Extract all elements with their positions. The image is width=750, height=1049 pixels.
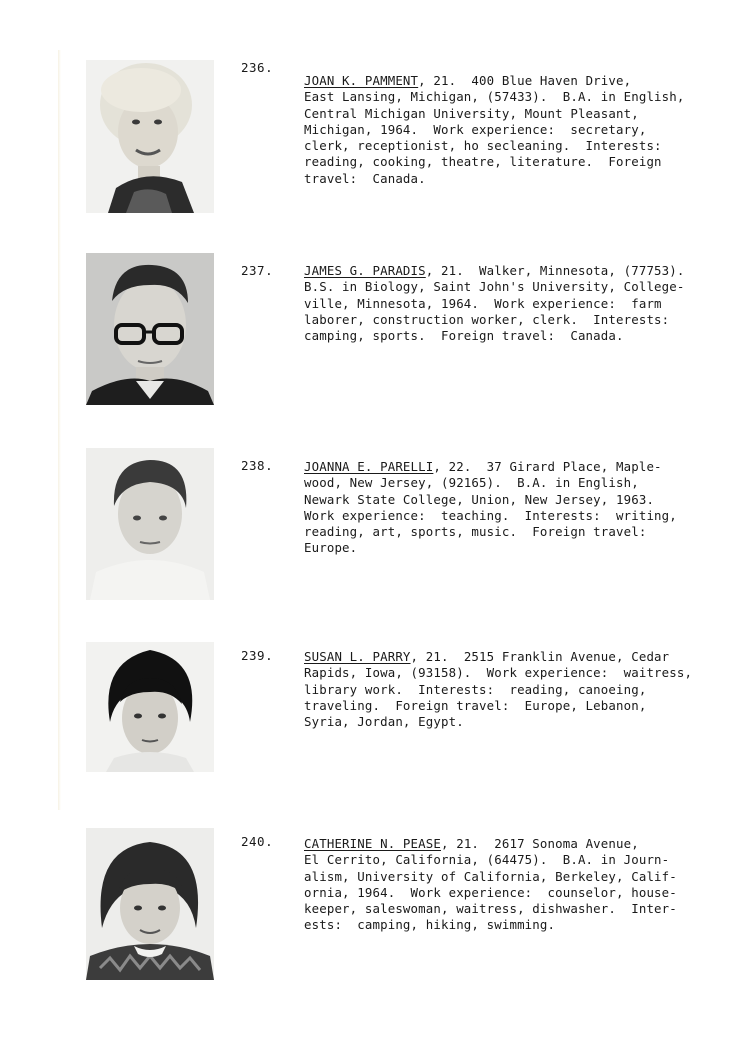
entry-line: , 21. Walker, Minnesota, (77753).: [425, 263, 685, 278]
page-edge: [58, 50, 61, 810]
entry-line: El Cerrito, California, (64475). B.A. in Journ-: [304, 852, 670, 868]
portrait-photo: [86, 828, 214, 980]
student-name: JOANNA E. PARELLI: [304, 459, 434, 474]
entry-line: , 22. 37 Girard Place, Maple-: [433, 459, 662, 474]
portrait-photo: [86, 448, 214, 600]
entry-text: [304, 73, 704, 187]
entry-line: ville, Minnesota, 1964. Work experience: farm: [304, 295, 662, 311]
entry-line: laborer, construction worker, clerk. Interests:: [304, 311, 670, 327]
entry-line: library work. Interests: reading, canoeing,: [304, 681, 647, 697]
entry-line: Rapids, Iowa, (93158). Work experience: waitress,: [304, 665, 693, 681]
entry-number: 239.: [241, 648, 274, 663]
entry-line: wood, New Jersey, (92165). B.A. in English,: [304, 475, 639, 491]
entry-line: reading, art, sports, music. Foreign travel:: [304, 524, 647, 540]
entry-text: [304, 263, 704, 344]
entry-line: reading, cooking, theatre, literature. Foreign: [304, 154, 662, 170]
student-name: CATHERINE N. PEASE: [304, 836, 441, 851]
entry-text: [304, 459, 704, 557]
entry-line: Michigan, 1964. Work experience: secretary,: [304, 121, 647, 137]
entry-number: 240.: [241, 834, 274, 849]
entry-line: Syria, Jordan, Egypt.: [304, 714, 464, 730]
entry-line: travel: Canada.: [304, 170, 426, 186]
entry-line: ornia, 1964. Work experience: counselor, house-: [304, 884, 677, 900]
entry-text: [304, 649, 704, 730]
entry-number: 238.: [241, 458, 274, 473]
entry-line: , 21. 2617 Sonoma Avenue,: [440, 836, 639, 851]
student-name: JOAN K. PAMMENT: [304, 73, 419, 88]
entry-line: East Lansing, Michigan, (57433). B.A. in English,: [304, 89, 685, 105]
student-name: SUSAN L. PARRY: [304, 649, 411, 664]
portrait-photo: [86, 642, 214, 772]
entry-line: Europe.: [304, 540, 358, 556]
entry-line: , 21. 400 Blue Haven Drive,: [418, 73, 632, 88]
portrait-photo: [86, 253, 214, 405]
entry-line: alism, University of California, Berkeley, Calif-: [304, 868, 677, 884]
entry-line: Newark State College, Union, New Jersey, 1963.: [304, 491, 655, 507]
student-name: JAMES G. PARADIS: [304, 263, 426, 278]
entry-number: 237.: [241, 263, 274, 278]
entry-line: keeper, saleswoman, waitress, dishwasher. Inter-: [304, 901, 677, 917]
entry-line: ests: camping, hiking, swimming.: [304, 917, 556, 933]
portrait-photo: [86, 60, 214, 213]
entry-line: clerk, receptionist, ho secleaning. Interests:: [304, 138, 662, 154]
entry-line: Central Michigan University, Mount Pleasant,: [304, 105, 639, 121]
entry-number: 236.: [241, 60, 274, 75]
entry-line: B.S. in Biology, Saint John's University, College-: [304, 279, 685, 295]
entry-line: camping, sports. Foreign travel: Canada.: [304, 328, 624, 344]
entry-text: [304, 836, 704, 934]
entry-line: Work experience: teaching. Interests: writing,: [304, 507, 677, 523]
entry-line: , 21. 2515 Franklin Avenue, Cedar: [410, 649, 670, 664]
entry-line: traveling. Foreign travel: Europe, Lebanon,: [304, 697, 647, 713]
